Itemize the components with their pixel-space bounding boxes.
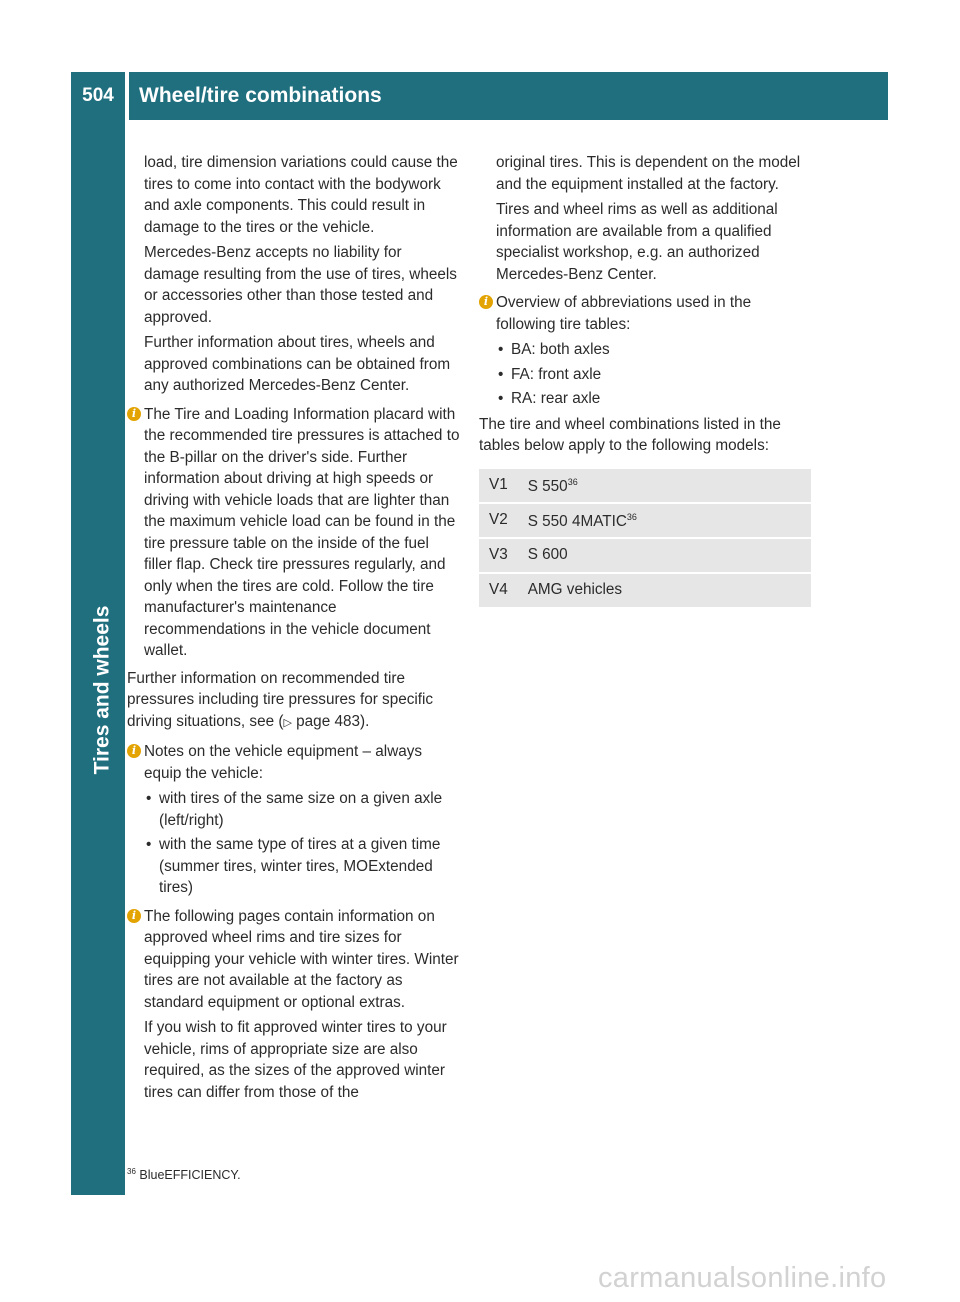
- info-note: [479, 292, 813, 410]
- page-ref-arrow-icon: ▷: [283, 716, 292, 729]
- model-code: V4: [479, 573, 518, 608]
- watermark: carmanualsonline.info: [598, 1262, 887, 1294]
- list-item: • with tires of the same size on a given axle (left/right): [144, 788, 460, 831]
- paragraph: The tire and wheel combinations listed in the tables below apply to the following models:: [479, 415, 781, 454]
- paragraph: If you wish to fit approved winter tires to your vehicle, rims of appropriate size are also required, as the sizes of the approved winter tires can differ from those of the: [144, 1019, 447, 1101]
- left-column: [127, 152, 460, 1107]
- page-ref[interactable]: page 483).: [291, 712, 370, 730]
- info-note: [127, 906, 460, 1104]
- info-icon: i: [127, 407, 141, 421]
- info-icon: i: [127, 909, 141, 923]
- page-title: Wheel/tire combinations: [129, 72, 888, 120]
- table-row: [479, 573, 811, 608]
- info-icon: i: [127, 744, 141, 758]
- paragraph: load, tire dimension variations could cause the tires to come into contact with the bodywork and axle components. This could result in damage to the tires or the vehicle.: [144, 154, 458, 236]
- model-code: V2: [479, 503, 518, 538]
- model-name: S 550 4MATIC$^{36}$: [518, 503, 811, 538]
- list-item: • with the same type of tires at a given time (summer tires, winter tires, MOExtended tires): [144, 834, 460, 899]
- paragraph: Further information about tires, wheels and approved combinations can be obtained from any authorized Mercedes-Benz Center.: [144, 334, 451, 394]
- info-icon: i: [479, 295, 493, 309]
- paragraph: Mercedes-Benz accepts no liability for damage resulting from the use of tires, wheels or accessories other than those tested and approved.: [144, 244, 457, 326]
- right-column: [479, 152, 813, 609]
- bullet-list: [496, 339, 813, 410]
- info-text: The following pages contain information on approved wheel rims and tire sizes for equipping your vehicle with winter tires. Winter tires are not available at the factory as standard equipment or optional extras.: [144, 907, 459, 1011]
- table-row: [479, 469, 811, 503]
- list-item: • RA: rear axle: [496, 388, 813, 410]
- model-name: S $550^{36}$: [518, 469, 811, 503]
- table-row: [479, 538, 811, 573]
- paragraph: Further information on recommended tire pressures including tire pressures for specific driving situations, see (▷ page 483).: [127, 669, 434, 730]
- model-name: S 600: [518, 538, 811, 573]
- info-note: [127, 404, 460, 662]
- bullet-list: [144, 788, 460, 899]
- page-number: 504: [71, 72, 125, 120]
- model-code: V1: [479, 469, 518, 503]
- list-item: • BA: both axles: [496, 339, 813, 361]
- list-item: • FA: front axle: [496, 364, 813, 386]
- section-label: Tires and wheels: [90, 605, 114, 775]
- model-code: V3: [479, 538, 518, 573]
- paragraph: Tires and wheel rims as well as additional information are available from a qualified specialist workshop, e.g. an authorized Mercedes-Benz Center.: [496, 201, 778, 283]
- table-row: [479, 503, 811, 538]
- info-text: Notes on the vehicle equipment – always equip the vehicle:: [144, 743, 423, 782]
- info-text: The Tire and Loading Information placard with the recommended tire pressures is attached to the B-pillar on the driver's side. Further information about driving at high speeds or driving with vehicle loads that are lighter than the maximum vehicle load can be found in the tire pressure table on the inside of the fuel filler flap. Check tire pressures regularly, and only when the tires are cold. Follow the tire manufacturer's maintenance recommendations in the vehicle document wallet.: [144, 405, 460, 659]
- footnote-ref[interactable]: 36: [567, 477, 578, 488]
- info-text: Overview of abbreviations used in the following tire tables:: [496, 294, 752, 333]
- paragraph: original tires. This is dependent on the model and the equipment installed at the factory.: [496, 154, 801, 193]
- info-note: [127, 741, 460, 899]
- footnote-ref[interactable]: 36: [626, 512, 637, 523]
- thumb-index-block: [71, 823, 125, 875]
- footnote: $^{36}$ BlueEFFICIENCY.: [127, 1167, 241, 1183]
- models-table: [479, 469, 811, 609]
- model-name: AMG vehicles: [518, 573, 811, 608]
